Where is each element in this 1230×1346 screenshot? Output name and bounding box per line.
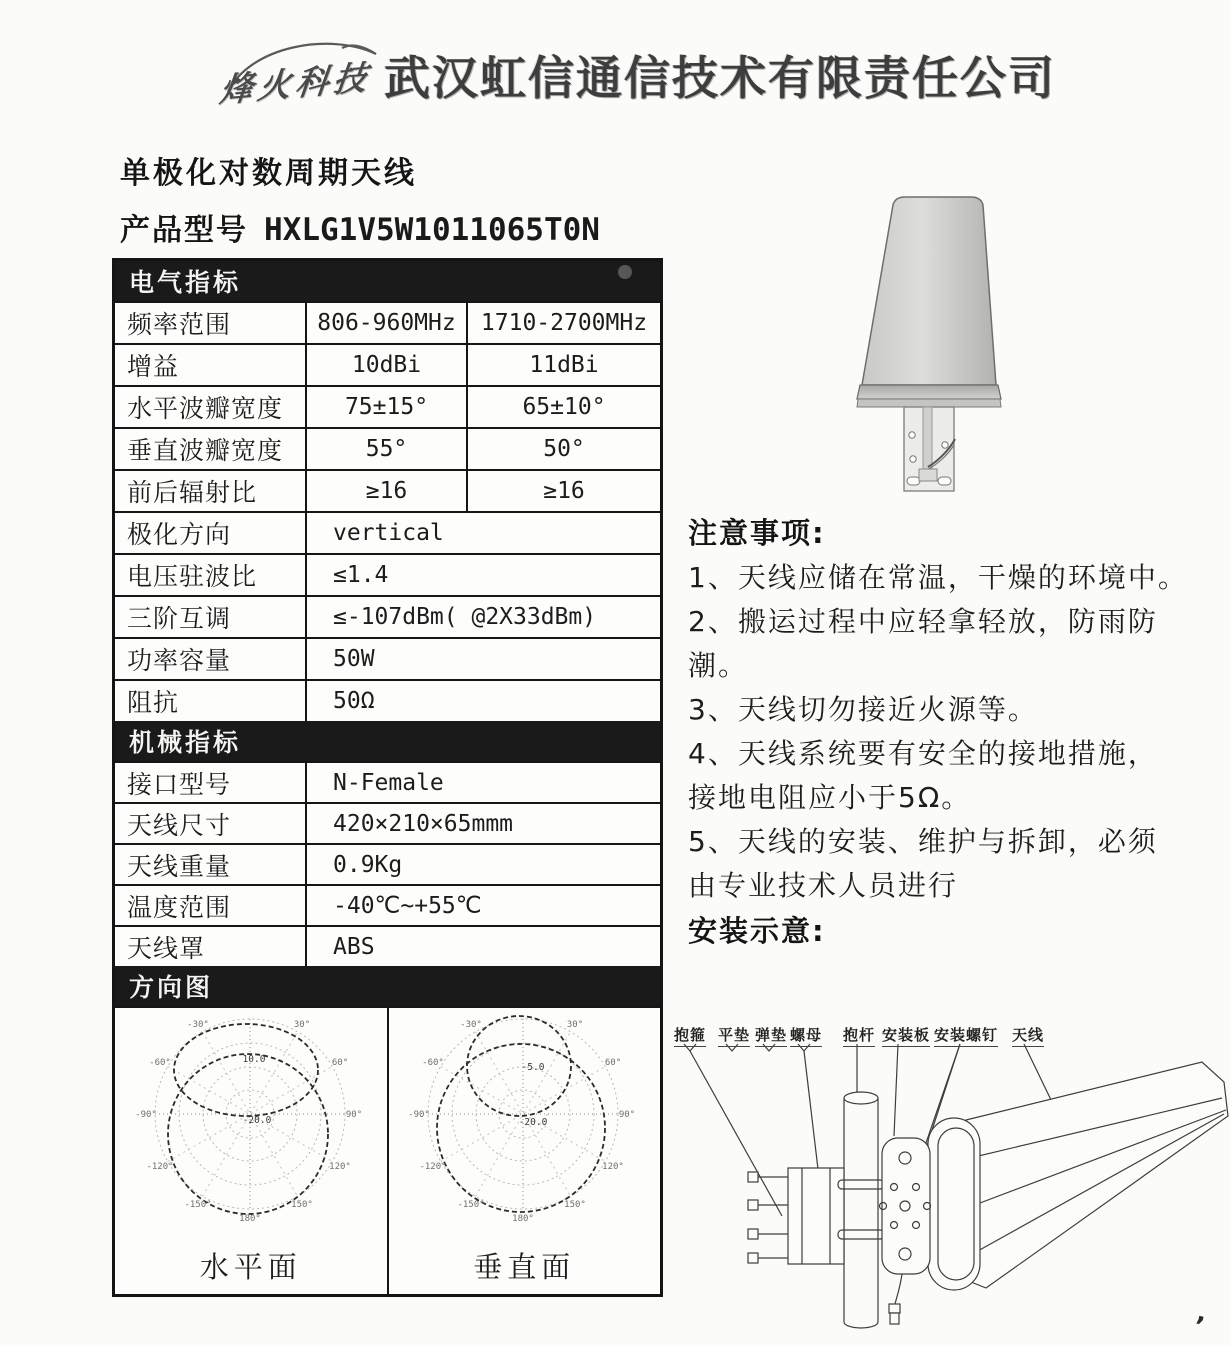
table-row xyxy=(115,679,660,721)
radial-tick: -5.0 xyxy=(521,1062,545,1073)
row-value-2: 11dBi xyxy=(529,352,599,378)
pattern-caption-horizontal: 水平面 xyxy=(199,1250,302,1284)
note-line: 接地电阻应小于5Ω。 xyxy=(688,781,972,814)
part-label-pole: 抱杆 xyxy=(843,1024,875,1047)
part-label-flat-washer: 平垫 xyxy=(718,1024,750,1047)
angle-tick: 60° xyxy=(331,1058,348,1068)
antenna-product-photo xyxy=(845,185,1045,505)
angle-tick: 120° xyxy=(328,1162,351,1172)
installation-diagram xyxy=(670,1020,1230,1346)
angle-tick: -120° xyxy=(419,1162,447,1172)
product-model-label: 产品型号 xyxy=(120,213,248,248)
install-heading: 安装示意: xyxy=(688,914,826,948)
note-line: 3、天线切勿接近火源等。 xyxy=(688,693,1038,726)
leader-line xyxy=(894,1044,898,1136)
polar-plot-horizontal xyxy=(126,1010,376,1238)
row-value-1: ≥16 xyxy=(307,471,468,511)
row-value-2: ≥16 xyxy=(543,478,585,504)
section-header-electrical xyxy=(115,261,660,301)
table-row xyxy=(115,343,660,385)
section-title: 机械指标 xyxy=(129,728,242,757)
notes-section xyxy=(688,510,1212,954)
row-label: 三阶互调 xyxy=(115,597,307,637)
product-model-value: HXLG1V5W1011065T0N xyxy=(264,212,600,248)
table-row xyxy=(115,595,660,637)
bracket-hole xyxy=(910,456,916,462)
row-value: vertical xyxy=(333,520,444,546)
table-row xyxy=(115,469,660,511)
table-row xyxy=(115,925,660,966)
row-value-2: 1710-2700MHz xyxy=(480,310,648,336)
row-label: 天线罩 xyxy=(115,927,307,966)
radome-body xyxy=(862,197,996,385)
row-value-1: 55° xyxy=(307,429,468,469)
antenna-front-face xyxy=(928,1118,980,1290)
angle-tick: 150° xyxy=(564,1200,587,1210)
row-value-1: 75±15° xyxy=(307,387,468,427)
angle-tick: -150° xyxy=(184,1200,212,1210)
bolt-nut xyxy=(748,1229,758,1239)
installation-drawing xyxy=(670,1020,1230,1346)
angle-tick: 180° xyxy=(238,1214,261,1224)
row-label: 垂直波瓣宽度 xyxy=(115,429,307,469)
angle-tick: 30° xyxy=(293,1020,310,1030)
connector xyxy=(890,1313,899,1324)
page-title: 单极化对数周期天线 xyxy=(120,156,417,191)
note-line: 4、天线系统要有安全的接地措施， xyxy=(688,737,1158,770)
angle-tick: -30° xyxy=(460,1020,483,1030)
angle-tick: 60° xyxy=(605,1058,622,1068)
radial-tick: -20.0 xyxy=(242,1115,272,1126)
pattern-back-lobe xyxy=(168,1054,328,1214)
table-row xyxy=(115,301,660,343)
cable xyxy=(895,1274,902,1304)
table-row xyxy=(115,843,660,884)
angle-tick: -60° xyxy=(148,1058,171,1068)
part-label-nut: 螺母 xyxy=(790,1024,822,1047)
leader-line xyxy=(804,1051,820,1186)
notes-heading: 注意事项: xyxy=(688,516,826,550)
bracket-hole xyxy=(942,442,948,448)
row-value: ≤1.4 xyxy=(333,562,389,588)
bolt-nut xyxy=(748,1200,758,1210)
angle-tick: -30° xyxy=(186,1020,209,1030)
row-value-2: 50° xyxy=(543,436,585,462)
row-value: ≤-107dBm( @2X33dBm) xyxy=(333,604,597,630)
spec-table xyxy=(112,258,663,1297)
angle-tick: 180° xyxy=(512,1214,535,1224)
table-row xyxy=(115,802,660,843)
row-label: 温度范围 xyxy=(115,886,307,925)
radome-rim xyxy=(857,385,1001,399)
row-value-2: 65±10° xyxy=(522,394,606,420)
radial-tick: -20.0 xyxy=(518,1117,548,1128)
row-value-1: 10dBi xyxy=(307,345,468,385)
angle-tick: -60° xyxy=(422,1058,445,1068)
row-value: 0.9Kg xyxy=(333,851,403,878)
angle-tick: -90° xyxy=(134,1110,157,1120)
note-line: 5、天线的安装、维护与拆卸，必须 xyxy=(688,825,1158,858)
section-header-pattern xyxy=(115,966,660,1006)
company-name: 武汉虹信通信技术有限责任公司 xyxy=(384,51,1056,105)
pattern-caption-vertical: 垂直面 xyxy=(473,1250,576,1284)
scan-smudge xyxy=(618,265,632,279)
row-label: 水平波瓣宽度 xyxy=(115,387,307,427)
pattern-cell-vertical xyxy=(389,1008,661,1294)
part-label-mounting-screw: 安装螺钉 xyxy=(934,1024,998,1047)
note-line: 由专业技术人员进行 xyxy=(688,869,959,902)
bracket-slot xyxy=(907,477,920,485)
angle-tick: -150° xyxy=(457,1200,485,1210)
table-row xyxy=(115,427,660,469)
angle-tick: 90° xyxy=(619,1110,636,1120)
pole-top xyxy=(844,1092,878,1104)
row-label: 频率范围 xyxy=(115,303,307,343)
note-line: 2、搬运过程中应轻拿轻放，防雨防 xyxy=(688,605,1158,638)
row-value: N-Female xyxy=(333,769,444,796)
bolt-nut xyxy=(748,1172,758,1182)
row-label: 天线重量 xyxy=(115,845,307,884)
angle-tick: 120° xyxy=(602,1162,625,1172)
row-label: 极化方向 xyxy=(115,513,307,553)
table-row xyxy=(115,553,660,595)
note-line: 潮。 xyxy=(688,649,749,682)
row-value: 50W xyxy=(333,646,375,672)
table-row xyxy=(115,884,660,925)
mounting-plate xyxy=(882,1138,930,1274)
table-row xyxy=(115,637,660,679)
part-label-spring-washer: 弹垫 xyxy=(755,1024,787,1047)
row-label: 增益 xyxy=(115,345,307,385)
angle-tick: 30° xyxy=(567,1020,584,1030)
feed-rod xyxy=(923,407,932,469)
part-label-clamp-hoop: 抱箍 xyxy=(674,1024,706,1047)
row-label: 接口型号 xyxy=(115,763,307,802)
angle-tick: 90° xyxy=(345,1110,362,1120)
company-logo xyxy=(210,30,390,122)
pattern-main-lobe xyxy=(467,1016,571,1116)
row-value: 420×210×65mmm xyxy=(333,810,514,837)
row-label: 前后辐射比 xyxy=(115,471,307,511)
row-label: 电压驻波比 xyxy=(115,555,307,595)
table-row xyxy=(115,761,660,802)
connector xyxy=(889,1304,900,1313)
radial-tick: 10.0 xyxy=(242,1054,266,1065)
row-label: 天线尺寸 xyxy=(115,804,307,843)
polar-plot-vertical xyxy=(399,1010,649,1238)
angle-tick: -120° xyxy=(146,1162,174,1172)
row-value-1: 806-960MHz xyxy=(307,303,468,343)
table-row xyxy=(115,511,660,553)
row-label: 功率容量 xyxy=(115,639,307,679)
clamp-block xyxy=(788,1168,844,1264)
row-label: 阻抗 xyxy=(115,681,307,721)
pattern-plots xyxy=(115,1006,660,1294)
note-line: 1、天线应储在常温，干燥的环境中。 xyxy=(688,561,1188,594)
bracket-slot xyxy=(938,477,951,485)
bracket-hole xyxy=(909,432,915,438)
leader-line xyxy=(690,1051,782,1216)
pole-bottom xyxy=(844,1322,878,1328)
part-label-antenna: 天线 xyxy=(1012,1024,1044,1047)
section-title: 电气指标 xyxy=(129,268,242,297)
scan-artifact-mark: ’ xyxy=(1190,1311,1207,1343)
radome-rim-edge xyxy=(857,399,1001,407)
angle-tick: -90° xyxy=(408,1110,431,1120)
section-title: 方向图 xyxy=(129,973,214,1002)
product-model-line xyxy=(120,205,600,249)
table-row xyxy=(115,385,660,427)
row-value: ABS xyxy=(333,933,375,960)
bolt-nut xyxy=(748,1253,758,1263)
angle-tick: 150° xyxy=(290,1200,313,1210)
row-value: -40℃~+55℃ xyxy=(333,892,482,919)
row-value: 50Ω xyxy=(333,688,375,714)
section-header-mechanical xyxy=(115,721,660,761)
part-label-mounting-plate: 安装板 xyxy=(882,1024,930,1047)
connector-block xyxy=(919,469,937,481)
pole-fill xyxy=(844,1098,878,1322)
logo-script-text: 烽火科技 xyxy=(217,57,374,110)
antenna-body xyxy=(966,1062,1228,1288)
pattern-cell-horizontal xyxy=(115,1008,389,1294)
